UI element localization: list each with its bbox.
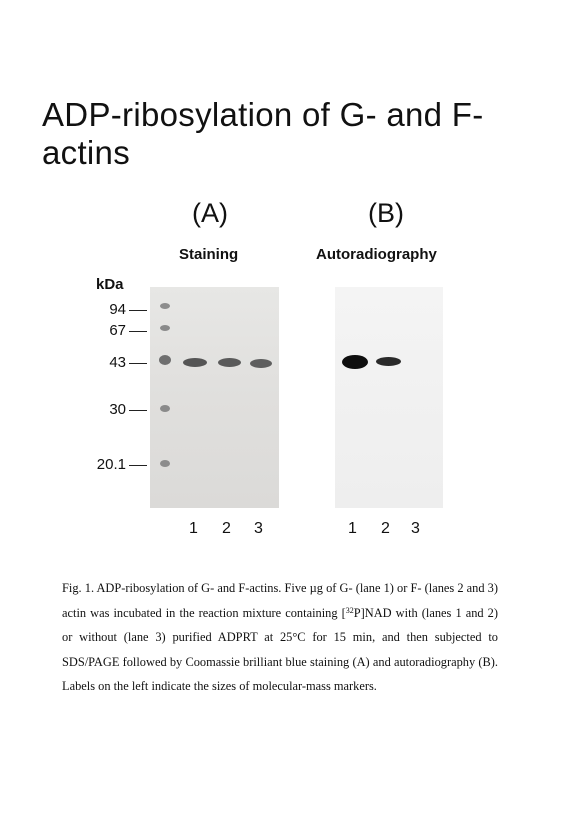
- marker-band-67: [160, 325, 170, 331]
- caption-text-2: P]NAD with (lanes 1 and 2) or without (lane 3) purified ADPRT at 25°C for 15 min, and then subjected to SDS/PAGE followed by Coomassie brilliant blue staining (A) and autoradiography (B). Labels on the left indicate the sizes of molecular-mass markers.: [62, 605, 498, 693]
- panel-a-letter: (A): [192, 198, 228, 228]
- actin-band-lane-1: [183, 358, 207, 367]
- lane-b-1: 1: [348, 520, 357, 537]
- marker-tick-67: [129, 331, 147, 332]
- kda-label: kDa: [96, 276, 124, 293]
- autorad-band-lane-2: [376, 357, 401, 366]
- marker-tick-20-1: [129, 465, 147, 466]
- panel-b-letter: (B): [368, 198, 404, 228]
- lane-a-3: 3: [254, 520, 263, 537]
- lane-b-3: 3: [411, 520, 420, 537]
- lane-b-2: 2: [381, 520, 390, 537]
- autorad-band-lane-1: [342, 355, 368, 369]
- panel-b-label: Autoradiography: [316, 246, 437, 263]
- marker-band-43: [159, 355, 171, 365]
- lane-a-2: 2: [222, 520, 231, 537]
- caption-superscript: 32: [345, 605, 354, 615]
- panel-a-label: Staining: [179, 246, 239, 263]
- lane-a-1: 1: [189, 520, 198, 537]
- staining-gel-image: [150, 287, 279, 508]
- marker-band-20-1: [160, 460, 170, 467]
- figure-caption: [62, 576, 498, 699]
- marker-band-30: [160, 405, 170, 412]
- actin-band-lane-3: [250, 359, 272, 368]
- marker-tick-94: [129, 310, 147, 311]
- autoradiography-gel-image: [335, 287, 443, 508]
- marker-label-20-1: 20.1: [96, 456, 126, 473]
- actin-band-lane-2: [218, 358, 241, 367]
- marker-label-67: 67: [109, 322, 126, 339]
- marker-band-94: [160, 303, 170, 309]
- caption-fig-label: Fig. 1.: [62, 581, 95, 595]
- marker-tick-30: [129, 410, 147, 411]
- marker-label-43: 43: [109, 354, 126, 371]
- marker-label-30: 30: [109, 401, 126, 418]
- marker-tick-43: [129, 363, 147, 364]
- marker-label-94: 94: [109, 301, 126, 318]
- caption-text-1: ADP-ribosylation of G- and F-actins. Five µg of G- (lane 1) or F- (lanes 2 and 3) actin was incubated in the reaction mixture containing [: [62, 581, 498, 620]
- figure-title: ADP-ribosylation of G- and F-actins: [42, 96, 484, 171]
